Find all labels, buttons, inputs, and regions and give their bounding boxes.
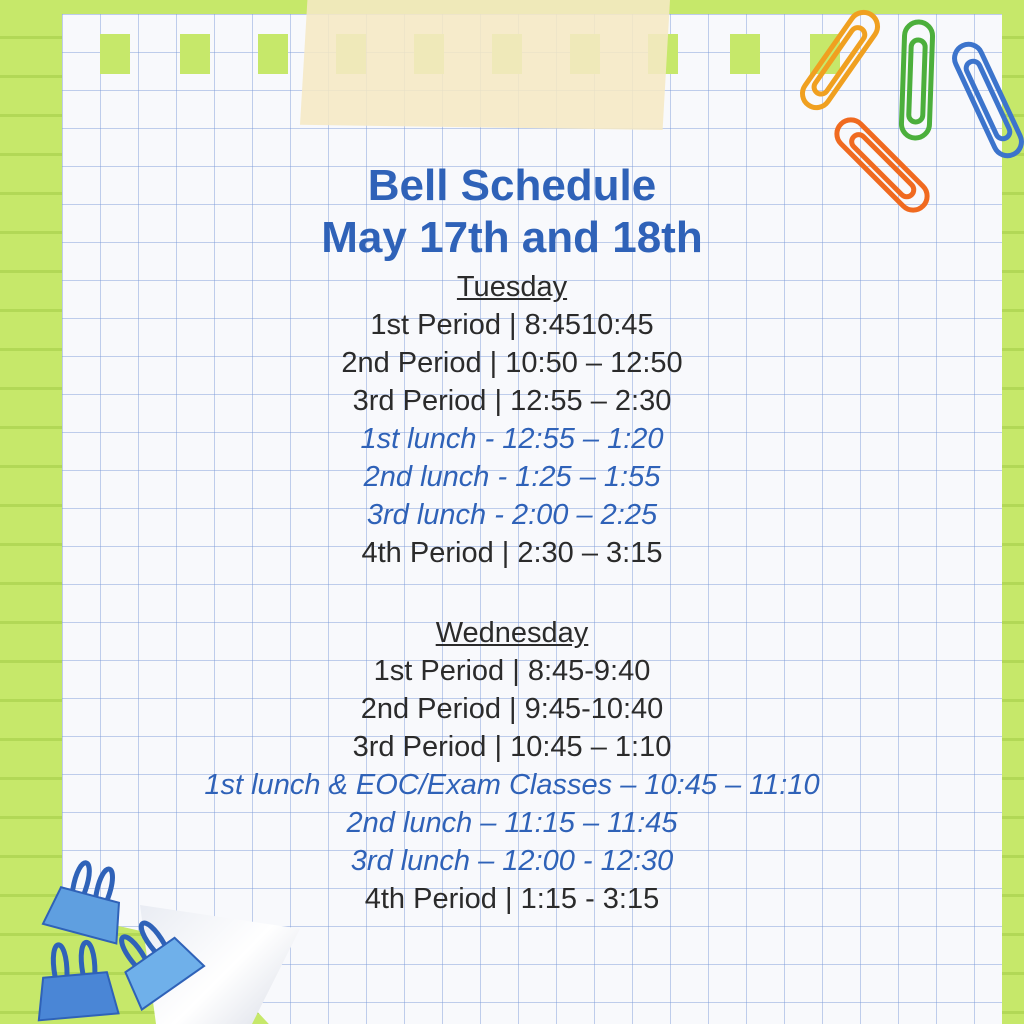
schedule-content — [62, 160, 962, 918]
tuesday-heading: Tuesday — [456, 271, 568, 303]
title-line-2: May 17th and 18th — [321, 213, 703, 262]
schedule-line: 1st Period | 8:4510:45 — [370, 309, 654, 341]
lunch-line: 3rd lunch – 12:00 - 12:30 — [350, 845, 674, 877]
lunch-line: 3rd lunch - 2:00 – 2:25 — [366, 499, 658, 531]
lunch-line: 2nd lunch – 11:15 – 11:45 — [346, 807, 678, 839]
lunch-line: 1st lunch - 12:55 – 1:20 — [360, 423, 664, 455]
schedule-line: 3rd Period | 10:45 – 1:10 — [352, 731, 672, 763]
lunch-line: 1st lunch & EOC/Exam Classes – 10:45 – 11:10 — [204, 769, 820, 801]
lunch-line: 2nd lunch - 1:25 – 1:55 — [363, 461, 661, 493]
blue-binder-clip-icon — [32, 940, 118, 1020]
schedule-line: 3rd Period | 12:55 – 2:30 — [352, 385, 672, 417]
wednesday-heading: Wednesday — [435, 617, 589, 649]
spacer — [62, 572, 962, 610]
schedule-line: 4th Period | 1:15 - 3:15 — [364, 883, 660, 915]
schedule-line: 2nd Period | 10:50 – 12:50 — [341, 347, 683, 379]
schedule-line: 1st Period | 8:45-9:40 — [373, 655, 651, 687]
title-line-1: Bell Schedule — [367, 161, 657, 210]
schedule-line: 2nd Period | 9:45-10:40 — [360, 693, 664, 725]
schedule-line: 4th Period | 2:30 – 3:15 — [361, 537, 663, 569]
